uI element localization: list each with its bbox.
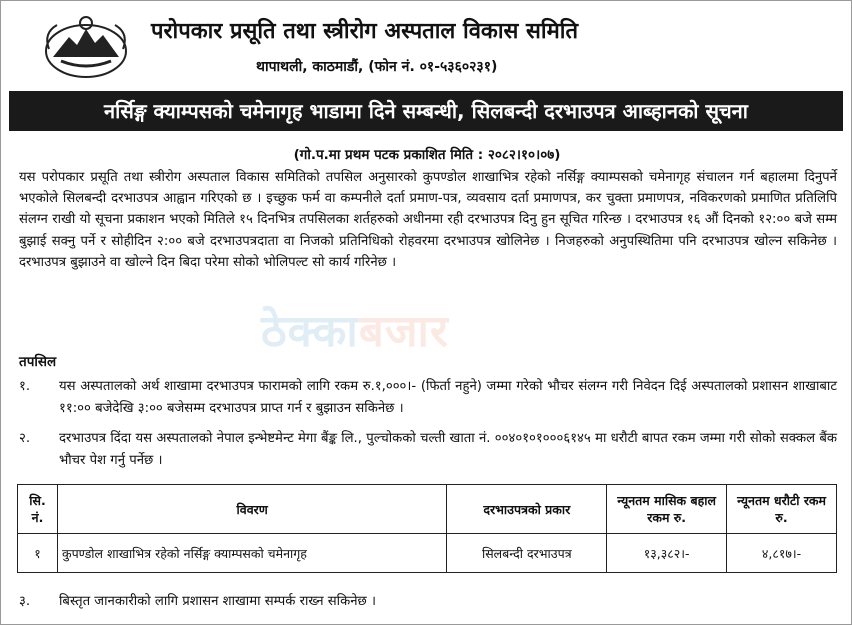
- organization-address: थापाथली, काठमाडौं, (फोन नं. ०१-५३६०२३१): [256, 59, 498, 75]
- watermark-part-1: ठेक्का: [261, 306, 359, 357]
- table-header-row: [18, 485, 837, 534]
- footer-item-text: बिस्तृत जानकारीको लागि प्रशासन शाखामा सम्पर्क राख्न सकिनेछ ।: [59, 594, 376, 609]
- organization-name: परोपकार प्रसूति तथा स्त्रीरोग अस्पताल विकास समिति: [151, 19, 579, 44]
- cell-min-deposit: ४,८१७।-: [727, 534, 837, 573]
- list-item-text: दरभाउपत्र दिंदा यस अस्पतालको नेपाल इन्भेष्टमेन्ट मेगा बैंङ्क लि., पुल्चोकको चल्ती खाता नं. ००४०१०१०००६१४५ मा धरौटी बापत रकम जम्मा गरी सोको सक्कल बैंक भौचर पेश गर्नु पर्नेछ ।: [59, 431, 837, 468]
- list-item: [19, 428, 837, 471]
- col-header-description: विवरण: [57, 485, 446, 534]
- watermark: [261, 299, 449, 359]
- col-header-serial: सि. नं.: [18, 485, 58, 534]
- section-title: तपसिल: [19, 354, 57, 370]
- notice-title-banner: नर्सिङ्ग क्याम्पसको चमेनागृह भाडामा दिने सम्बन्धी, सिलबन्दी दरभाउपत्र आब्हानको सूचना: [9, 91, 843, 131]
- watermark-part-2: बजार: [358, 306, 449, 357]
- footer-item-number: ३.: [19, 594, 31, 609]
- nepal-government-emblem-icon: [41, 13, 131, 79]
- publish-date: (गो.प.मा प्रथम पटक प्रकाशित मिति : २०८२।१०।०७): [293, 147, 561, 163]
- cell-min-rent: १३,३८२।-: [607, 534, 727, 573]
- cell-serial: १: [18, 534, 58, 573]
- table-row: [18, 534, 837, 573]
- cell-bid-type: सिलबन्दी दरभाउपत्र: [447, 534, 607, 573]
- list-item-number: २.: [19, 431, 31, 446]
- intro-paragraph: यस परोपकार प्रसूति तथा स्त्रीरोग अस्पताल विकास समितिको तपसिल अनुसारको कुपण्डोल शाखाभित्र रहेको नर्सिङ्ग क्याम्पसको चमेनागृह संचालन गर्न बहालमा दिनुपर्ने भएकोले सिलबन्दी दरभाउपत्र आह्वान गरिएको छ । इच्छुक फर्म वा कम्पनीले दर्ता प्रमाण-पत्र, व्यवसाय दर्ता प्रमाणपत्र, कर चुक्ता प्रमाणपत्र, नविकरणको प्रमाणित प्रतिलिपि संलग्न राखी यो सूचना प्रकाशन भएको मितिले १५ दिनभित्र तपसिलका शर्तहरुको अधीनमा रही दरभाउपत्र दिनु हुन सूचित गरिन्छ । दरभाउपत्र १६ औं दिनको १२:०० बजे सम्म बुझाई सक्नु पर्ने र सोहीदिन २:०० बजे दरभाउपत्रदाता वा निजको प्रतिनिधिको रोहवरमा दरभाउपत्र खोलिनेछ । निजहरुको अनुपस्थितिमा पनि दरभाउपत्र खोल्न सकिनेछ । दरभाउपत्र बुझाउने वा खोल्ने दिन बिदा परेमा सोको भोलिपल्ट सो कार्य गरिनेछ ।: [19, 170, 837, 270]
- list-item-text: यस अस्पतालको अर्थ शाखामा दरभाउपत्र फारामको लागि रकम रु.१,०००।- (फिर्ता नहुने) जम्मा गरेको भौचर संलग्न गरी निवेदन दिई अस्पतालको प्रशासन शाखाबाट ११:०० बजेदेखि ३:०० बजेसम्म दरभाउपत्र प्राप्त गर्न र बुझाउन सकिनेछ ।: [59, 379, 837, 416]
- col-header-bid-type: दरभाउपत्रको प्रकार: [447, 485, 607, 534]
- col-header-min-rent: न्यूनतम मासिक बहाल रकम रु.: [607, 485, 727, 534]
- list-item: [19, 376, 837, 419]
- footer-item: [19, 591, 837, 609]
- tender-table: [17, 484, 837, 573]
- col-header-min-deposit: न्यूनतम धरौटी रकम रु.: [727, 485, 837, 534]
- list-item-number: १.: [19, 379, 31, 394]
- cell-description: कुपण्डोल शाखाभित्र रहेको नर्सिङ्ग क्याम्पसको चमेनागृह: [57, 534, 446, 573]
